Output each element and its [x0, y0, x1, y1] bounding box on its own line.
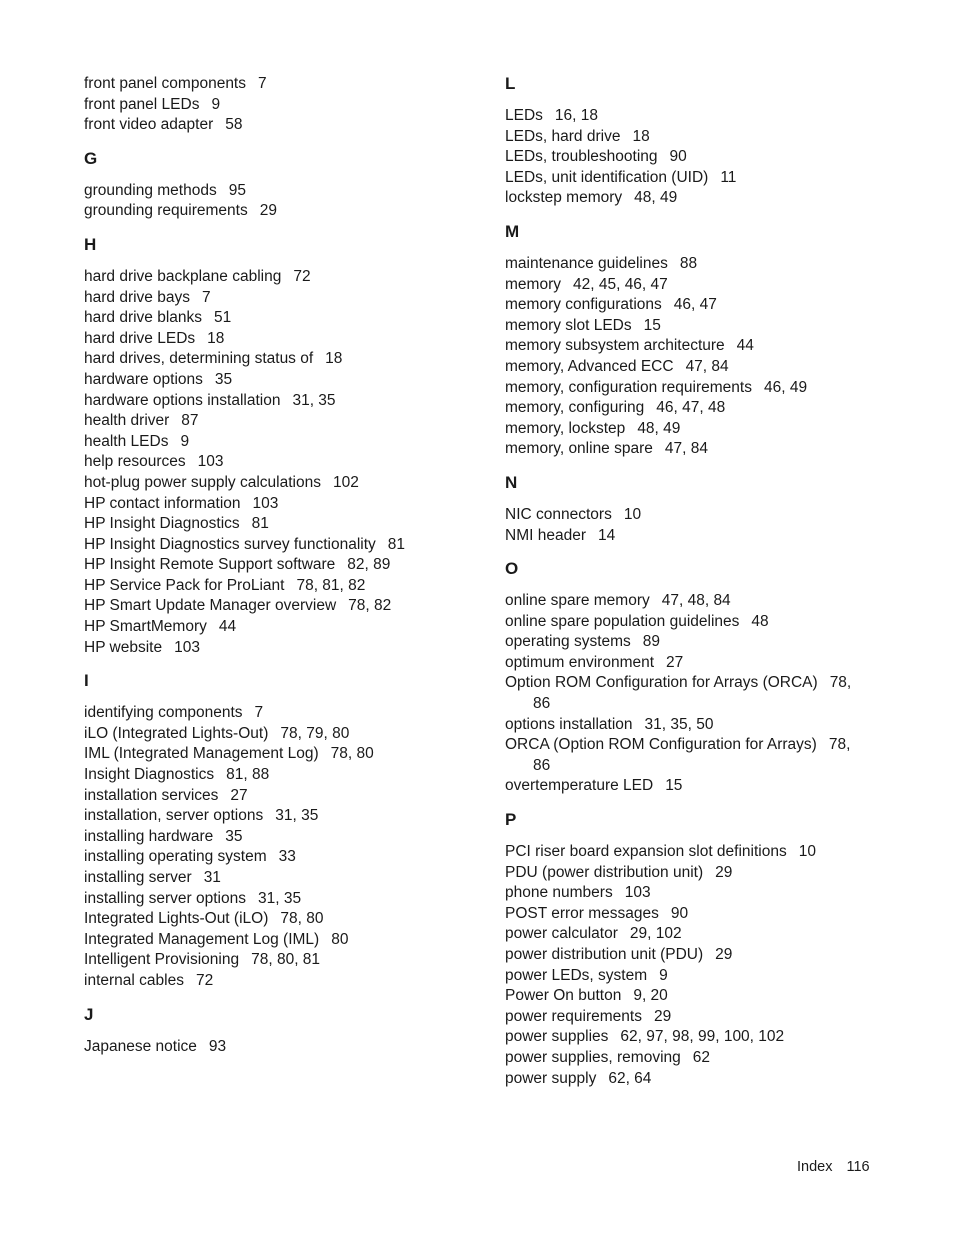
index-pages[interactable]: 48, 49 [637, 419, 681, 437]
index-term: PDU (power distribution unit) [505, 863, 704, 881]
index-entry [84, 74, 484, 95]
index-term: LEDs, unit identification (UID) [505, 168, 709, 186]
index-section [505, 559, 870, 810]
section-letter: O [505, 559, 519, 579]
index-term: help resources [84, 453, 186, 471]
index-entry [84, 596, 484, 617]
section-letter: I [84, 671, 89, 691]
index-entry [84, 370, 484, 391]
index-term: IML (Integrated Management Log) [84, 745, 319, 763]
index-entry [505, 735, 870, 776]
index-term: HP website [84, 638, 163, 656]
index-term: power requirements [505, 1007, 642, 1025]
index-entry [505, 419, 870, 440]
index-term: lockstep memory [505, 189, 623, 207]
index-term: Power On button [505, 987, 622, 1005]
index-term: hot-plug power supply calculations [84, 473, 321, 491]
index-entry [505, 863, 870, 884]
index-pages[interactable]: 93 [208, 1037, 227, 1055]
index-pages[interactable]: 72 [195, 971, 214, 989]
index-term: health driver [84, 412, 170, 430]
index-term: grounding methods [84, 181, 217, 199]
index-pages[interactable]: 103 [197, 453, 224, 471]
index-term: PCI riser board expansion slot definitions [505, 843, 787, 861]
index-term: maintenance guidelines [505, 254, 668, 272]
index-pages[interactable]: 78, 81, 82 [296, 576, 366, 594]
index-entry [84, 950, 484, 971]
index-entry [505, 1027, 870, 1048]
index-pages[interactable]: 11 [720, 168, 737, 186]
index-term: Insight Diagnostics [84, 766, 215, 784]
index-pages[interactable]: 88 [679, 254, 698, 272]
index-term: operating systems [505, 633, 631, 651]
index-pages[interactable]: 81 [387, 535, 406, 553]
index-column-right [505, 74, 870, 1089]
index-term: HP Smart Update Manager overview [84, 597, 337, 615]
section-letter: G [84, 148, 98, 168]
index-entry [505, 316, 870, 337]
index-term: optimum environment [505, 653, 655, 671]
index-term: installing operating system [84, 848, 267, 866]
index-pages[interactable]: 29, 102 [629, 925, 682, 943]
index-pages[interactable]: 29 [715, 863, 733, 881]
index-section [84, 149, 484, 235]
index-term: memory configurations [505, 296, 662, 314]
index-pages[interactable]: 90 [669, 148, 687, 166]
index-term: front video adapter [84, 116, 214, 134]
index-section [84, 235, 484, 671]
index-term: HP Insight Remote Support software [84, 556, 336, 574]
section-letter: N [505, 472, 518, 492]
index-entry [505, 591, 870, 612]
index-pages[interactable]: 18 [632, 127, 650, 145]
index-term: memory, configuration requirements [505, 378, 752, 396]
index-pages[interactable]: 7 [201, 288, 211, 306]
index-term: memory, Advanced ECC [505, 357, 674, 375]
index-term: hard drive bays [84, 288, 190, 306]
index-term: installing server options [84, 889, 246, 907]
index-pages[interactable]: 9, 20 [633, 987, 668, 1005]
index-entry [505, 924, 870, 945]
index-term: power supply [505, 1069, 597, 1087]
index-pages[interactable]: 35 [214, 370, 233, 388]
index-entry [84, 391, 484, 412]
index-pages[interactable]: 7 [258, 75, 267, 92]
index-pages[interactable]: 95 [228, 181, 246, 199]
index-entry [84, 765, 484, 786]
index-section [505, 810, 870, 1089]
index-pages[interactable]: 10 [798, 843, 816, 861]
index-entry [505, 945, 870, 966]
index-pages[interactable]: 18 [325, 350, 343, 368]
index-term: online spare population guidelines [505, 612, 740, 630]
index-entry [84, 847, 484, 868]
section-letter: J [84, 1004, 94, 1024]
index-pages[interactable]: 15 [643, 316, 661, 334]
section-letter: M [505, 221, 520, 241]
index-pages[interactable]: 82, 89 [347, 556, 391, 574]
index-term: Option ROM Configuration for Arrays (ORCA) [505, 674, 818, 692]
index-pages[interactable]: 31, 35 [275, 807, 319, 825]
index-term: hard drive LEDs [84, 329, 196, 347]
index-pages[interactable]: 62, 97, 98, 99, 100, 102 [620, 1028, 785, 1046]
index-pages[interactable]: 62, 64 [608, 1069, 652, 1087]
index-pages[interactable]: 9 [211, 95, 221, 113]
index-pages[interactable]: 58 [225, 116, 243, 134]
index-pages[interactable]: 47, 48, 84 [661, 592, 731, 610]
index-entry [84, 494, 484, 515]
index-entry [505, 986, 870, 1007]
index-entry [505, 883, 870, 904]
index-term: phone numbers [505, 884, 613, 902]
index-term: LEDs, troubleshooting [505, 148, 658, 166]
index-entry [505, 1007, 870, 1028]
index-term: NMI header [505, 526, 586, 544]
index-section [505, 74, 870, 222]
index-entry [84, 555, 484, 576]
index-term: installing server [84, 869, 192, 886]
index-term: HP Service Pack for ProLiant [84, 576, 285, 594]
index-pages[interactable]: 87 [181, 412, 199, 430]
index-pages[interactable]: 42, 45, 46, 47 [572, 275, 668, 293]
index-pages[interactable]: 48, 49 [634, 189, 678, 207]
index-entry [505, 106, 870, 127]
index-pages[interactable]: 81, 88 [226, 766, 270, 784]
index-entry [505, 188, 870, 209]
index-term: hard drive blanks [84, 309, 203, 327]
index-entry [84, 786, 484, 807]
index-entry [505, 1069, 870, 1090]
index-pages[interactable]: 78, 82 [348, 597, 392, 615]
index-entry [84, 267, 484, 288]
index-pages[interactable]: 47, 84 [685, 357, 729, 375]
index-term: Intelligent Provisioning [84, 951, 240, 969]
index-pages[interactable]: 80 [331, 930, 349, 948]
index-pages[interactable]: 44 [736, 337, 754, 355]
index-entry [505, 505, 870, 526]
index-term: HP Insight Diagnostics [84, 515, 240, 533]
index-pages[interactable]: 102 [332, 473, 359, 491]
index-term: memory [505, 275, 561, 293]
index-pages[interactable]: 27 [666, 653, 684, 671]
index-pages[interactable]: 10 [623, 505, 642, 523]
index-term: Japanese notice [84, 1037, 197, 1055]
index-pages[interactable]: 7 [254, 704, 264, 722]
index-entry [505, 439, 870, 460]
index-entry [505, 147, 870, 168]
index-pages[interactable]: 46, 49 [763, 378, 808, 396]
index-entry [84, 971, 484, 992]
index-term: LEDs [505, 107, 543, 124]
index-term: POST error messages [505, 904, 659, 922]
index-term: ORCA (Option ROM Configuration for Arrays) [505, 736, 817, 754]
index-pages[interactable]: 103 [174, 638, 200, 656]
index-term: installation services [84, 786, 219, 804]
index-pages[interactable]: 78, 80 [330, 745, 374, 763]
index-term: HP contact information [84, 494, 241, 512]
index-pages[interactable]: 103 [252, 494, 279, 512]
index-term: power supplies, removing [505, 1048, 681, 1066]
index-entry [505, 295, 870, 316]
index-entry [84, 806, 484, 827]
index-pages[interactable]: 18 [207, 329, 225, 347]
index-entry [84, 473, 484, 494]
index-term: hardware options installation [84, 391, 281, 409]
index-pages[interactable]: 48 [751, 612, 769, 630]
index-pages[interactable]: 33 [278, 848, 296, 866]
index-pages[interactable]: 78, 86 [533, 736, 851, 774]
index-entry [84, 432, 484, 453]
index-term: hardware options [84, 370, 203, 388]
section-letter: P [505, 810, 517, 830]
index-pages[interactable]: 89 [642, 633, 661, 651]
index-term: memory subsystem architecture [505, 337, 725, 355]
index-entry [505, 966, 870, 987]
index-term: overtemperature LED [505, 777, 654, 795]
index-term: front panel LEDs [84, 95, 200, 113]
index-entry [505, 378, 870, 399]
index-pages[interactable]: 78, 80 [280, 910, 324, 928]
index-term: HP Insight Diagnostics survey functionality [84, 535, 376, 553]
index-pages[interactable]: 46, 47, 48 [656, 399, 726, 417]
index-term: memory, configuring [505, 399, 645, 417]
index-entry [84, 1037, 484, 1058]
index-entry [84, 115, 484, 136]
index-entry [505, 612, 870, 633]
index-pages[interactable]: 16, 18 [554, 107, 599, 124]
index-pages[interactable]: 72 [293, 267, 311, 285]
index-section [505, 222, 870, 473]
index-pages[interactable]: 103 [624, 884, 651, 902]
index-pages[interactable]: 27 [230, 786, 248, 804]
index-pages[interactable]: 31, 35, 50 [644, 715, 714, 733]
index-term: front panel components [84, 75, 246, 92]
index-entry [505, 632, 870, 653]
index-pages[interactable]: 31 [203, 869, 221, 886]
index-term: power calculator [505, 925, 618, 943]
index-entry [84, 201, 484, 222]
index-term: iLO (Integrated Lights-Out) [84, 724, 269, 742]
index-entry [84, 308, 484, 329]
index-term: health LEDs [84, 432, 169, 450]
index-entry [505, 776, 870, 797]
index-entry [505, 653, 870, 674]
index-entry [84, 452, 484, 473]
index-entry [84, 411, 484, 432]
index-term: power LEDs, system [505, 966, 648, 984]
index-entry [84, 617, 484, 638]
index-entry [84, 288, 484, 309]
index-term: grounding requirements [84, 202, 248, 220]
index-pages[interactable]: 9 [659, 966, 668, 984]
index-term: power supplies [505, 1028, 609, 1046]
index-entry [505, 398, 870, 419]
index-pages[interactable]: 29 [653, 1007, 672, 1025]
index-section [84, 1005, 484, 1058]
index-entry [505, 127, 870, 148]
index-section [505, 473, 870, 559]
index-term: installation, server options [84, 807, 264, 825]
index-pages[interactable]: 46, 47 [673, 296, 717, 314]
index-pages[interactable]: 78, 86 [533, 674, 852, 713]
footer-label: Index [797, 1159, 833, 1175]
page-footer [797, 1158, 870, 1176]
index-section [84, 74, 484, 149]
index-term: Integrated Management Log (IML) [84, 930, 320, 948]
index-entry [84, 909, 484, 930]
index-term: installing hardware [84, 827, 214, 845]
index-entry [505, 715, 870, 736]
index-pages[interactable]: 47, 84 [664, 440, 708, 458]
index-entry [505, 526, 870, 547]
index-entry [84, 535, 484, 556]
index-term: online spare memory [505, 592, 650, 610]
index-term: Integrated Lights-Out (iLO) [84, 910, 269, 928]
index-entry [84, 514, 484, 535]
index-entry [84, 349, 484, 370]
index-entry [505, 904, 870, 925]
section-letter: H [84, 234, 97, 254]
index-entry [84, 744, 484, 765]
index-term: memory, lockstep [505, 419, 626, 437]
index-pages[interactable]: 51 [214, 309, 232, 327]
index-pages[interactable]: 78, 80, 81 [251, 951, 321, 969]
index-entry [84, 889, 484, 910]
index-pages[interactable]: 90 [670, 904, 689, 922]
index-entry [84, 724, 484, 745]
index-pages[interactable]: 62 [692, 1048, 711, 1066]
section-letter: L [505, 74, 516, 93]
index-term: options installation [505, 715, 633, 733]
index-pages[interactable]: 31, 35 [257, 889, 302, 907]
index-entry [84, 181, 484, 202]
index-entry [505, 254, 870, 275]
index-pages[interactable]: 78, 79, 80 [280, 724, 350, 742]
index-pages[interactable]: 29 [259, 202, 277, 220]
index-term: memory slot LEDs [505, 316, 632, 334]
index-pages[interactable]: 29 [715, 946, 733, 963]
index-entry [505, 275, 870, 296]
index-pages[interactable]: 44 [218, 618, 237, 636]
index-entry [84, 95, 484, 116]
index-entry [84, 329, 484, 350]
index-entry [505, 1048, 870, 1069]
index-pages[interactable]: 15 [665, 777, 683, 795]
index-term: hard drive backplane cabling [84, 267, 282, 285]
index-term: memory, online spare [505, 440, 653, 458]
index-section [84, 671, 484, 1004]
index-column-left [84, 74, 484, 1057]
index-pages[interactable]: 31, 35 [292, 391, 336, 409]
index-term: internal cables [84, 971, 184, 989]
index-term: NIC connectors [505, 505, 612, 523]
index-term: HP SmartMemory [84, 618, 207, 636]
index-entry [505, 673, 870, 714]
index-term: power distribution unit (PDU) [505, 946, 704, 963]
index-term: LEDs, hard drive [505, 127, 621, 145]
index-entry [505, 168, 870, 189]
index-entry [84, 638, 484, 659]
index-entry [505, 842, 870, 863]
index-pages[interactable]: 9 [180, 432, 190, 450]
index-entry [84, 868, 484, 889]
index-pages[interactable]: 35 [225, 827, 243, 845]
index-pages[interactable]: 14 [597, 526, 616, 544]
index-pages[interactable]: 81 [251, 515, 269, 533]
index-term: hard drives, determining status of [84, 350, 314, 368]
index-term: identifying components [84, 704, 243, 722]
index-entry [84, 703, 484, 724]
index-entry [505, 357, 870, 378]
page-number: 116 [846, 1159, 870, 1175]
index-entry [84, 930, 484, 951]
index-entry [505, 336, 870, 357]
index-entry [84, 576, 484, 597]
index-entry [84, 827, 484, 848]
